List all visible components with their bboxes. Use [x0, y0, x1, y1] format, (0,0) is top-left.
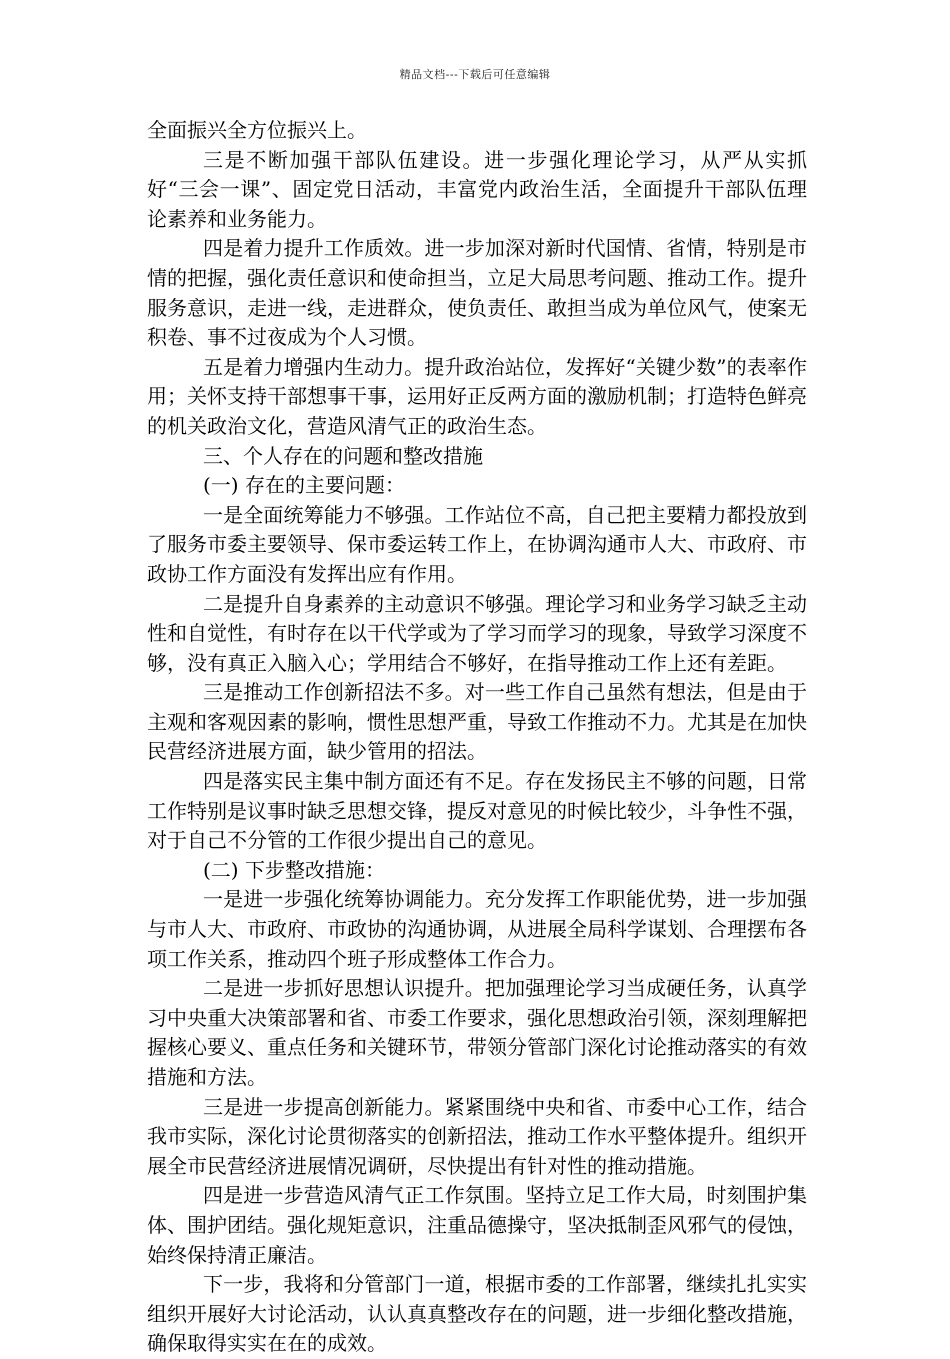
paragraph: 三是进一步提高创新能力。紧紧围绕中央和省、市委中心工作，结合我市实际，深化讨论贯彻落实的创新招法，推动工作水平整体提升。组织开展全市民营经济进展情况调研，尽快提出有针对性的推动措施。 — [147, 1094, 807, 1178]
document-body — [147, 116, 807, 1359]
paragraph: 下一步，我将和分管部门一道，根据市委的工作部署，继续扎扎实实组织开展好大讨论活动，认认真真整改存在的问题，进一步细化整改措施，确保取得实实在在的成效。 — [147, 1272, 807, 1356]
subsection-heading: (一) 存在的主要问题： — [203, 473, 405, 498]
paragraph: 二是提升自身素养的主动意识不够强。理论学习和业务学习缺乏主动性和自觉性，有时存在以干代学或为了学习而学习的现象，导致学习深度不够，没有真正入脑入心；学用结合不够好，在指导推动工作上还有差距。 — [147, 591, 807, 675]
paragraph: 四是进一步营造风清气正工作氛围。坚持立足工作大局，时刻围护集体、围护团结。强化规矩意识，注重品德操守，坚决抵制歪风邪气的侵蚀，始终保持清正廉洁。 — [147, 1183, 807, 1267]
section-heading: 三、个人存在的问题和整改措施 — [203, 443, 483, 468]
paragraph: 三是不断加强干部队伍建设。进一步强化理论学习，从严从实抓好“三会一课”、固定党日活动，丰富党内政治生活，全面提升干部队伍理论素养和业务能力。 — [147, 147, 807, 231]
paragraph: 全面振兴全方位振兴上。 — [147, 118, 367, 142]
paragraph: 二是进一步抓好思想认识提升。把加强理论学习当成硬任务，认真学习中央重大决策部署和省、市委工作要求，强化思想政治引领，深刻理解把握核心要义、重点任务和关键环节，带领分管部门深化讨论推动落实的有效措施和方法。 — [147, 976, 807, 1089]
paragraph: 一是全面统筹能力不够强。工作站位不高，自己把主要精力都投放到了服务市委主要领导、保市委运转工作上，在协调沟通市人大、市政府、市政协工作方面没有发挥出应有作用。 — [147, 502, 807, 586]
page-header: 精品文档---下载后可任意编辑 — [399, 68, 551, 81]
paragraph: 四是落实民主集中制方面还有不足。存在发扬民主不够的问题，日常工作特别是议事时缺乏思想交锋，提反对意见的时候比较少，斗争性不强，对于自己不分管的工作很少提出自己的意见。 — [147, 769, 807, 853]
paragraph: 四是着力提升工作质效。进一步加深对新时代国情、省情，特别是市情的把握，强化责任意识和使命担当，立足大局思考问题、推动工作。提升服务意识，走进一线，走进群众，使负责任、敢担当成为单位风气，使案无积卷、事不过夜成为个人习惯。 — [147, 236, 807, 350]
subsection-heading: (二) 下步整改措施： — [203, 857, 385, 882]
paragraph: 五是着力增强内生动力。提升政治站位，发挥好“关键少数”的表率作用；关怀支持干部想事干事，运用好正反两方面的激励机制；打造特色鲜亮的机关政治文化，营造风清气正的政治生态。 — [147, 354, 807, 438]
paragraph: 三是推动工作创新招法不多。对一些工作自己虽然有想法，但是由于主观和客观因素的影响，惯性思想严重，导致工作推动不力。尤其是在加快民营经济进展方面，缺少管用的招法。 — [147, 680, 807, 764]
paragraph: 一是进一步强化统筹协调能力。充分发挥工作职能优势，进一步加强与市人大、市政府、市政协的沟通协调，从进展全局科学谋划、合理摆布各项工作关系，推动四个班子形成整体工作合力。 — [147, 887, 807, 971]
